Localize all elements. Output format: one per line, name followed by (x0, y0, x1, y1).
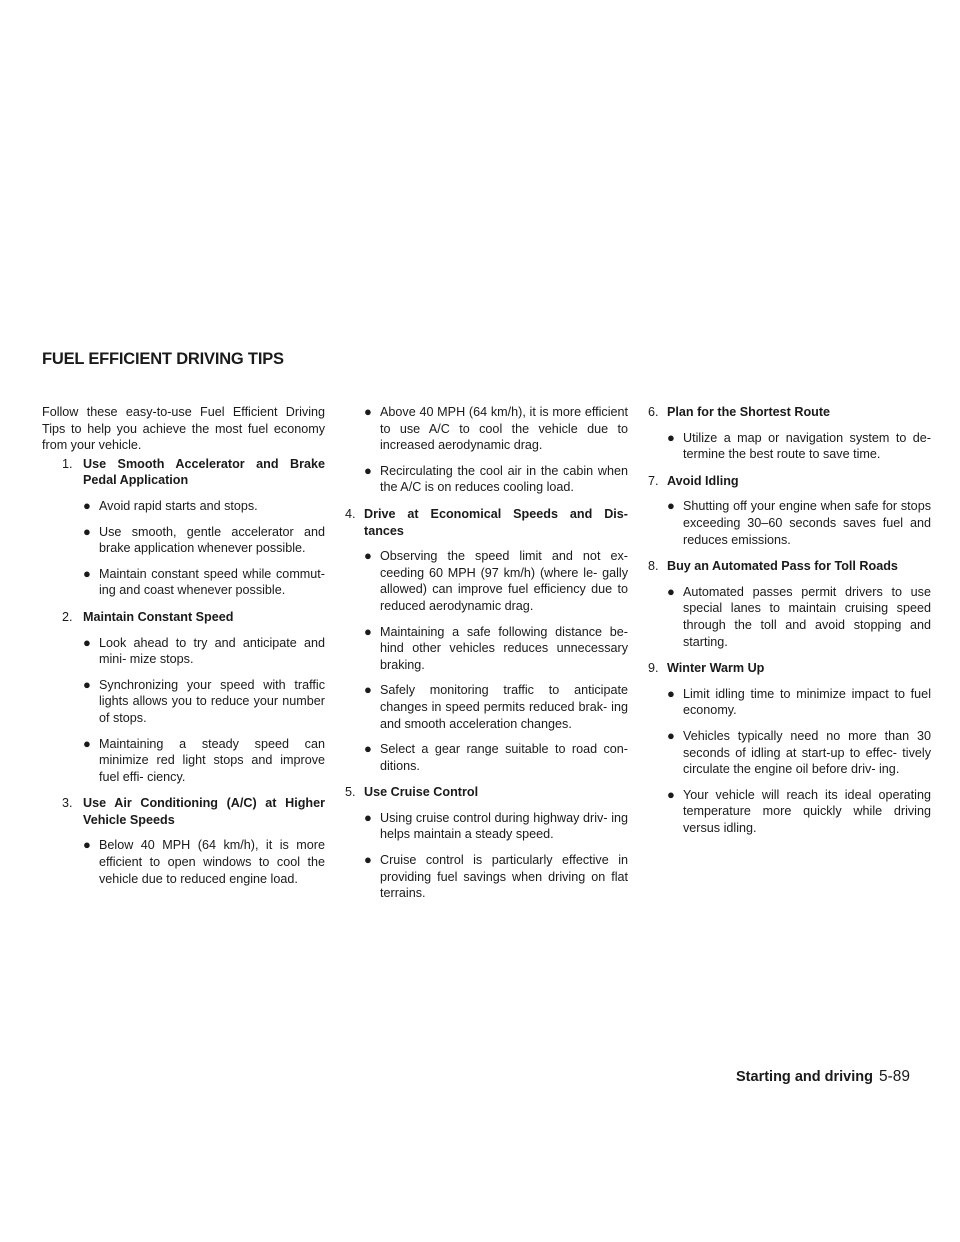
bullet-icon: ● (364, 852, 372, 868)
bullet-icon: ● (364, 548, 372, 564)
bullet-list (648, 584, 931, 650)
bullet-list (42, 498, 325, 599)
section-title: Maintain Constant Speed (83, 609, 234, 624)
list-item: ● Shutting off your engine when safe for stops exceeding 30–60 seconds saves fuel and reduces emissions. (667, 498, 931, 547)
bullet-icon: ● (83, 837, 91, 853)
list-item: ● Observing the speed limit and not ex- ceeding 60 MPH (97 km/h) (where le- gally allowed) can improve fuel efficiency due to reduced aerodynamic drag. (364, 548, 628, 613)
page-footer (736, 1068, 910, 1086)
section-heading (648, 473, 931, 490)
list-item: ● Synchronizing your speed with traffic lights allows you to reduce your number of stops. (83, 676, 325, 725)
section-heading (648, 660, 931, 677)
bullet-list-continued (345, 404, 628, 496)
list-item: ● Recirculating the cool air in the cabin when the A/C is on reduces cooling load. (364, 462, 628, 495)
section-9 (648, 660, 931, 836)
section-title: Use Cruise Control (364, 785, 479, 800)
section-number: 1. (62, 456, 73, 471)
page-title: FUEL EFFICIENT DRIVING TIPS (42, 350, 284, 368)
section-number: 3. (62, 796, 73, 811)
list-item: ● Maintaining a steady speed can minimize red light stops and improve fuel effi- ciency. (83, 735, 325, 784)
section-title: Winter Warm Up (667, 661, 765, 676)
page-number: 5-89 (878, 1068, 910, 1085)
section-number: 7. (648, 473, 659, 488)
section-title: Use Smooth Accelerator and Brake Pedal Application (83, 456, 325, 488)
section-heading (345, 506, 628, 539)
list-item: ● Your vehicle will reach its ideal operating temperature more quickly while driving versus idling. (667, 786, 931, 835)
bullet-icon: ● (364, 404, 372, 419)
bullet-list (345, 548, 628, 774)
section-number: 9. (648, 661, 659, 676)
bullet-icon: ● (83, 497, 91, 513)
section-title: Use Air Conditioning (A/C) at Higher Vehicle Speeds (83, 796, 325, 827)
bullet-icon: ● (83, 676, 91, 692)
bullet-icon: ● (667, 685, 675, 701)
list-item: ● Using cruise control during highway driv- ing helps maintain a steady speed. (364, 809, 628, 842)
section-heading (42, 456, 325, 489)
list-item: ● Cruise control is particularly effective in providing fuel savings when driving on flat terrains. (364, 852, 628, 901)
list-item: ● Below 40 MPH (64 km/h), it is more efficient to open windows to cool the vehicle due to reduced engine load. (83, 837, 325, 886)
bullet-list (648, 430, 931, 463)
bullet-list (345, 810, 628, 902)
section-7 (648, 473, 931, 548)
section-6 (648, 404, 931, 463)
bullet-icon: ● (83, 523, 91, 539)
section-1 (42, 456, 325, 599)
section-4 (345, 506, 628, 774)
section-number: 4. (345, 506, 356, 521)
bullet-icon: ● (667, 786, 675, 802)
bullet-icon: ● (83, 735, 91, 751)
section-heading (648, 404, 931, 421)
section-heading (42, 609, 325, 626)
bullet-icon: ● (667, 498, 675, 514)
bullet-icon: ● (364, 809, 372, 825)
section-3 (42, 795, 325, 887)
bullet-icon: ● (364, 741, 372, 757)
list-item: ● Maintaining a safe following distance be- hind other vehicles reduces unnecessary braking. (364, 623, 628, 672)
section-title: Buy an Automated Pass for Toll Roads (667, 559, 898, 574)
bullet-icon: ● (83, 565, 91, 581)
list-item: ● Look ahead to try and anticipate and mini- mize stops. (83, 634, 325, 667)
section-number: 8. (648, 559, 659, 574)
list-item: ● Maintain constant speed while commut- ing and coast whenever possible. (83, 565, 325, 598)
intro-paragraph: Follow these easy-to-use Fuel Efficient Driving Tips to help you achieve the most fuel economy from your vehicle. (42, 405, 325, 453)
section-5 (345, 784, 628, 902)
section-number: 2. (62, 609, 73, 624)
bullet-icon: ● (364, 462, 372, 478)
list-item: ● Limit idling time to minimize impact to fuel economy. (667, 685, 931, 718)
section-title: Drive at Economical Speeds and Dis- tances (364, 506, 628, 538)
section-heading (42, 795, 325, 828)
section-8 (648, 558, 931, 650)
section-title: Avoid Idling (667, 473, 739, 488)
list-item: ● Automated passes permit drivers to use special lanes to maintain cruising speed through the toll and avoid stopping and starting. (667, 583, 931, 649)
bullet-list (42, 635, 325, 786)
bullet-icon: ● (364, 682, 372, 698)
section-2 (42, 609, 325, 785)
bullet-list (42, 837, 325, 887)
bullet-list (648, 686, 931, 837)
bullet-icon: ● (667, 583, 675, 599)
list-item: ● Vehicles typically need no more than 30 seconds of idling at start-up to effec- tively circulate the engine oil before driv- ing. (667, 727, 931, 777)
section-number: 6. (648, 405, 659, 419)
section-heading (345, 784, 628, 801)
list-item: ● Above 40 MPH (64 km/h), it is more efficient to use A/C to cool the vehicle due to increased aerodynamic drag. (364, 404, 628, 453)
chapter-name: Starting and driving (736, 1069, 873, 1085)
list-item: ● Select a gear range suitable to road con- ditions. (364, 741, 628, 773)
column-1 (42, 404, 325, 887)
list-item: ● Utilize a map or navigation system to de- termine the best route to save time. (667, 429, 931, 462)
bullet-icon: ● (667, 429, 675, 445)
list-item: ● Avoid rapid starts and stops. (83, 497, 258, 513)
bullet-icon: ● (667, 727, 675, 743)
bullet-icon: ● (83, 634, 91, 650)
section-title: Plan for the Shortest Route (667, 405, 831, 419)
bullet-list (648, 498, 931, 548)
list-item: ● Safely monitoring traffic to anticipate changes in speed permits reduced brak- ing and smooth acceleration changes. (364, 682, 628, 731)
list-item: ● Use smooth, gentle accelerator and brake application whenever possible. (83, 523, 325, 556)
column-2 (345, 404, 628, 902)
bullet-icon: ● (364, 623, 372, 639)
section-heading (648, 558, 931, 575)
section-number: 5. (345, 785, 356, 800)
column-3 (648, 404, 931, 836)
